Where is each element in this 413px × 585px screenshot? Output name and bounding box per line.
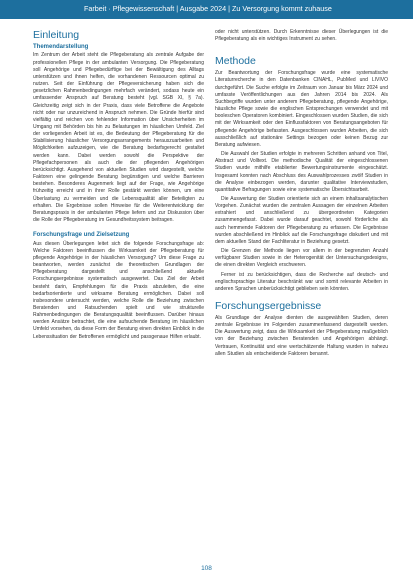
paragraph-ergebnisse-1: Als Grundlage der Analyse dienten die ausgewählten Studien, deren zentrale Ergebnisse im Folgenden zusammenfassend dargestellt werden. Die Auswertung zeigt, dass die Wirksamkeit der Pflegeberatung maßgeblich von der Beziehung zwischen Beratenden und Angehörigen abhängt. Vertrauen, Kontinuität und eine wertschätzende Haltung wurden in nahezu allen Studien als entscheidende Faktoren benannt. <box>215 315 388 357</box>
section-heading-methode: Methode <box>215 55 256 68</box>
paragraph-methode-1: Zur Beantwortung der Forschungsfrage wurde eine systematische Literaturrecherche in den Datenbanken CINAHL, PubMed und LIVIVO durchgeführt. Die Suche erfolgte im Zeitraum von Januar bis März 2024 und umfasste Veröffentlichungen aus den Jahren 2014 bis 2024. Als Suchbegriffe wurden unter anderem Pflegeberatung, pflegende Angehörige, häusliche Pflege sowie die englischen Entsprechungen verwendet und mit booleschen Operatoren kombiniert. Eingeschlossen wurden Studien, die sich mit der Wirksamkeit oder den Einflussfaktoren von Beratungsangeboten für pflegende Angehörige befassten. Ausgeschlossen wurden Arbeiten, die sich ausschließlich auf stationäre Settings bezogen oder keinen Bezug zur Beratung aufwiesen. <box>215 70 388 148</box>
subheading-themendarstellung: Themendarstellung <box>33 44 89 50</box>
paragraph-methode-5: Ferner ist zu berücksichtigen, dass die Recherche auf deutsch- und englischsprachige Literatur beschränkt war und somit relevante Arbeiten in anderen Sprachen unberücksichtigt geblieben sein könnten. <box>215 271 388 292</box>
paragraph-methode-2: Die Auswahl der Studien erfolgte in mehreren Schritten anhand von Titel, Abstract und Volltext. Die methodische Qualität der eingeschlossenen Studien wurde mithilfe etablierter Bewertungsinstrumente eingeschätzt. Insgesamt konnten nach Abschluss des Auswahlprozesses zwölf Studien in die Analyse einbezogen werden, darunter qualitative Interviewstudien, quantitative Befragungen sowie eine systematische Übersichtsarbeit. <box>215 151 388 193</box>
running-header <box>0 0 413 19</box>
section-heading-forschungsergebnisse: Forschungsergebnisse <box>215 300 322 312</box>
paragraph-methode-4: Die Grenzen der Methode liegen vor allem in der begrenzten Anzahl verfügbarer Studien sowie in der Heterogenität der Untersuchungsdesigns, die einen direkten Vergleich erschweren. <box>215 248 388 269</box>
paragraph-themendarstellung: Im Zentrum der Arbeit steht die Pflegeberatung als zentrale Aufgabe der professionellen Pflege in der ambulanten Versorgung. Die Pflegeberatung soll Angehörige und Pflegebedürftige bei der Bewältigung des Alltags unterstützen und ihnen helfen, die vorhandenen Ressourcen optimal zu nutzen. Seit der Einführung der Pflegeversicherung haben sich die gesetzlichen Rahmenbedingungen mehrfach verändert, sodass heute ein umfassender Anspruch auf Beratung besteht (vgl. SGB XI, § 7a). Gleichzeitig zeigt sich in der Praxis, dass viele Betroffene die Angebote nicht oder nur unzureichend in Anspruch nehmen. Die Gründe hierfür sind vielfältig und reichen von fehlender Information über Unsicherheiten im Umgang mit Behörden bis hin zu Belastungen im häuslichen Umfeld. Ziel der vorliegenden Arbeit ist es, die Bedeutung der Pflegeberatung für die Stabilisierung häuslicher Versorgungsarrangements herauszuarbeiten und Möglichkeiten aufzuzeigen, wie die Beratung bedarfsgerecht gestaltet werden kann. Dabei werden sowohl die Perspektive der Pflegefachpersonen als auch die der pflegenden Angehörigen berücksichtigt. Ausgehend von aktuellen Studien wird dargestellt, welche Faktoren eine gelingende Beratung begünstigen und welche Barrieren bestehen. Besonderes Augenmerk liegt auf der Frage, wie Angehörige frühzeitig erreicht und in ihrer Rolle gestärkt werden können, um eine Überlastung zu vermeiden und die Lebensqualität aller Beteiligten zu erhalten. Die Ergebnisse sollen Hinweise für die Weiterentwicklung der Beratungspraxis in der ambulanten Pflege liefern und zur Diskussion über die Rolle der Pflegeberatung im Gesundheitssystem beitragen. <box>33 52 204 223</box>
running-header-text: Farbeit · Pflegewissenschaft | Ausgabe 2024 | Zu Versorgung kommt zuhause <box>84 4 332 13</box>
subheading-forschungsfrage: Forschungsfrage und Zielsetzung <box>33 232 130 239</box>
left-column <box>33 29 204 343</box>
paragraph-methode-3: Die Auswertung der Studien orientierte sich an einem inhaltsanalytischen Vorgehen. Zunächst wurden die zentralen Aussagen der einzelnen Arbeiten extrahiert und anschließend zu übergeordneten Kategorien zusammengefasst. Dabei wurde darauf geachtet, sowohl förderliche als auch hemmende Faktoren der Pflegeberatung zu erfassen. Die Ergebnisse wurden abschließend im Hinblick auf die Forschungsfrage diskutiert und mit dem aktuellen Stand der Fachliteratur in Beziehung gesetzt. <box>215 195 388 245</box>
page-number: 108 <box>201 565 212 572</box>
paragraph-continued: oder nicht unterstützen. Durch Erkenntnisse dieser Überlegungen ist die Pflegeberatung als ein wichtiges Instrument zu sehen. <box>215 29 388 43</box>
right-column <box>215 29 388 360</box>
section-heading-einleitung: Einleitung <box>33 29 80 41</box>
paragraph-forschungsfrage: Aus diesen Überlegungen leitet sich die folgende Forschungsfrage ab: Welche Faktoren beeinflussen die Wirksamkeit der Pflegeberatung für pflegende Angehörige in der häuslichen Versorgung? Um diese Frage zu beantworten, werden zunächst die theoretischen Grundlagen der Pflegeberatung dargestellt und anschließend aktuelle Forschungsergebnisse systematisch ausgewertet. Das Ziel der Arbeit besteht darin, Empfehlungen für die Praxis abzuleiten, die eine bedarfsorientierte und wirksame Beratung ermöglichen. Dabei soll insbesondere untersucht werden, welche Rolle die Beziehung zwischen Beratenden und Ratsuchenden spielt und wie strukturelle Rahmenbedingungen die Beratungsqualität beeinflussen. Darüber hinaus werden Ansätze betrachtet, die eine aufsuchende Beratung im häuslichen Umfeld vorsehen, da diese Form der Beratung einen direkten Einblick in die Lebenssituation der Betroffenen ermöglicht und passgenaue Hilfen erlaubt. <box>33 240 204 340</box>
